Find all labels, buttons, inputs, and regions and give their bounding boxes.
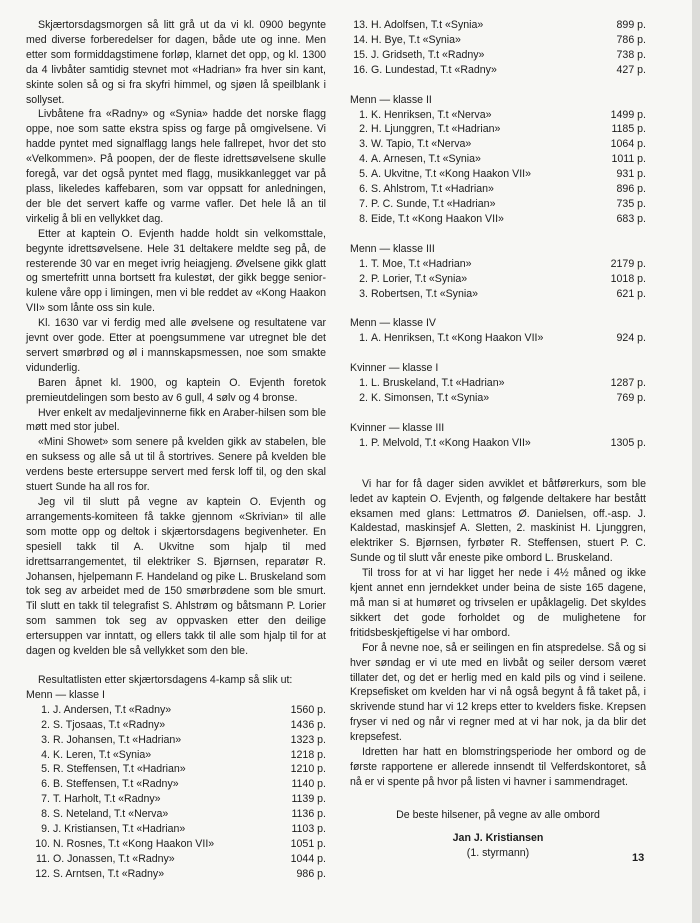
result-points: 896 p. <box>616 183 646 196</box>
result-entry <box>32 852 175 867</box>
result-row <box>26 852 326 867</box>
result-entry <box>32 792 161 807</box>
result-name: S. Arntsen, T.t «Radny» <box>53 867 165 880</box>
result-rank: 2. <box>359 392 368 405</box>
article-paragraph: Skjærtorsdagsmorgen så litt grå ut da vi kl. 0900 begynte med diverse forberedelser for dagen, både ute og inne. Men etter som formiddagstimene forløp, klarnet det opp, og kl. 1300 da 4 livbåter samtidig stevnet mot «Hadrian» fra hver sin kant, skinte solen så og si fra skyfri himmel, og sjøen lå speilblank i sollyset. <box>26 19 326 106</box>
result-entry <box>350 272 467 287</box>
result-rank: 1. <box>359 257 368 270</box>
result-name: S. Tjosaas, T.t «Radny» <box>53 718 166 731</box>
page-number: 13 <box>632 852 645 864</box>
result-row <box>26 837 326 852</box>
result-row <box>26 792 326 807</box>
result-rank: 1. <box>359 377 368 390</box>
results-list-women-1 <box>350 376 646 406</box>
result-name: R. Johansen, T.t «Hadrian» <box>53 733 182 746</box>
result-row <box>26 733 326 748</box>
result-points: 1305 p. <box>610 436 646 449</box>
result-name: A. Henriksen, T.t «Kong Haakon VII» <box>371 332 544 345</box>
result-row <box>26 867 326 882</box>
result-name: K. Henriksen, T.t «Nerva» <box>371 108 492 121</box>
result-entry <box>350 18 483 33</box>
result-row <box>350 212 646 227</box>
results-list-men-2 <box>350 108 646 227</box>
result-row <box>350 197 646 212</box>
result-points: 1210 p. <box>290 763 326 776</box>
article-paragraph: Vi har for få dager siden avviklet et båtførerkurs, som ble ledet av kaptein O. Evjenth, og følgende deltakere har bestått eksamen med glans: Lettmatros Ø. Danielsen, off.-asp. J. Kaldestad, maskinsjef A. Sletten, 2. maskinist H. Ljunggren, elektriker S. Bjørnsen, fyrbøter R. Steffensen, stuert P. C. Sunde og til slutt vår eneste pike ombord L. Bruskeland. <box>350 477 646 565</box>
result-entry <box>350 48 484 63</box>
result-name: P. Lorier, T.t «Synia» <box>371 272 468 285</box>
result-name: N. Rosnes, T.t «Kong Haakon VII» <box>53 837 215 850</box>
result-name: S. Neteland, T.t «Nerva» <box>53 808 169 821</box>
result-entry <box>32 733 181 748</box>
result-entry <box>350 108 492 123</box>
result-entry <box>350 33 461 48</box>
result-entry <box>350 287 478 302</box>
result-rank: 9. <box>41 823 50 836</box>
result-entry <box>32 718 165 733</box>
result-row <box>350 331 646 346</box>
article-paragraph: Hver enkelt av medaljevinnerne fikk en Araber-hilsen som ble møtt med stor jubel. <box>26 406 326 434</box>
result-rank: 11. <box>36 852 50 865</box>
results-header-men-2: Menn — klasse II <box>350 93 432 106</box>
result-name: H. Ljunggren, T.t «Hadrian» <box>371 123 501 136</box>
result-points: 1136 p. <box>291 808 326 821</box>
result-entry <box>350 137 471 152</box>
result-entry <box>32 822 185 837</box>
result-points: 1140 p. <box>291 778 326 791</box>
result-name: L. Bruskeland, T.t «Hadrian» <box>371 377 505 390</box>
result-row <box>26 748 326 763</box>
result-name: P. C. Sunde, T.t «Hadrian» <box>371 197 496 210</box>
result-row <box>26 762 326 777</box>
result-name: S. Ahlstrom, T.t «Hadrian» <box>371 183 494 196</box>
result-name: J. Andersen, T.t «Radny» <box>53 703 172 716</box>
result-points: 683 p. <box>616 212 646 225</box>
results-header-men-3: Menn — klasse III <box>350 242 435 255</box>
result-points: 427 p. <box>616 63 646 76</box>
result-rank: 1. <box>359 108 368 121</box>
result-points: 1185 p. <box>611 123 646 136</box>
result-rank: 5. <box>41 763 50 776</box>
result-rank: 7. <box>359 197 368 210</box>
result-name: Eide, T.t «Kong Haakon VII» <box>371 212 504 225</box>
result-row <box>350 33 646 48</box>
result-rank: 3. <box>359 138 368 151</box>
result-points: 1218 p. <box>290 748 326 761</box>
result-row <box>350 272 646 287</box>
result-rank: 2. <box>41 718 50 731</box>
result-rank: 16. <box>353 63 368 76</box>
result-row <box>26 777 326 792</box>
result-row <box>350 122 646 137</box>
result-rank: 7. <box>41 793 50 806</box>
result-points: 1018 p. <box>610 272 646 285</box>
result-rank: 2. <box>359 272 368 285</box>
result-entry <box>350 212 504 227</box>
signature-title: (1. styrmann) <box>466 846 530 859</box>
result-entry <box>350 182 494 197</box>
result-entry <box>350 257 472 272</box>
result-rank: 12. <box>35 867 50 880</box>
results-header-women-3: Kvinner — klasse III <box>350 421 445 434</box>
result-points: 1323 p. <box>290 733 326 746</box>
result-points: 735 p. <box>616 197 646 210</box>
result-entry <box>350 391 489 406</box>
right-column <box>350 18 646 861</box>
result-name: A. Arnesen, T.t «Synia» <box>371 153 481 166</box>
result-name: J. Gridseth, T.t «Radny» <box>371 48 485 61</box>
result-row <box>350 182 646 197</box>
results-header-women-1: Kvinner — klasse I <box>350 362 439 375</box>
result-points: 1436 p. <box>290 718 326 731</box>
result-row <box>350 287 646 302</box>
result-rank: 6. <box>359 183 368 196</box>
result-row <box>350 18 646 33</box>
result-name: H. Bye, T.t «Synia» <box>371 33 461 46</box>
result-rank: 4. <box>359 153 368 166</box>
result-points: 1051 p. <box>290 837 326 850</box>
left-column <box>26 18 326 882</box>
result-entry <box>350 197 495 212</box>
result-entry <box>350 63 497 78</box>
result-points: 1011 p. <box>611 153 646 166</box>
result-points: 931 p. <box>616 168 646 181</box>
result-entry <box>32 807 168 822</box>
result-row <box>26 822 326 837</box>
results-list-men-1-part1 <box>26 703 326 882</box>
article-paragraph: Baren åpnet kl. 1900, og kaptein O. Evjenth foretok premieutdelingen som besto av 6 gull, 4 sølv og 4 bronse. <box>26 376 326 404</box>
result-name: R. Steffensen, T.t «Hadrian» <box>53 763 186 776</box>
article-paragraph: Etter at kaptein O. Evjenth hadde holdt sin velkomsttale, begynte idrettsøvelsene. Hele 31 deltakere meldte seg på, de resterende 30 var en meget ivrig heiagjeng. Øvelsene gikk glatt og smertefritt unna bortsett fra kulestøt, der gikk begge senior-kulene våre opp i limingen, men vi ble reddet av «Kong Haakon VII» som lånte oss sin kule. <box>26 227 326 315</box>
result-rank: 14. <box>353 33 368 46</box>
result-name: O. Jonassen, T.t «Radny» <box>53 852 175 865</box>
result-row <box>350 108 646 123</box>
result-name: T. Moe, T.t «Hadrian» <box>371 257 472 270</box>
result-row <box>350 436 646 451</box>
result-name: P. Melvold, T.t «Kong Haakon VII» <box>371 436 531 449</box>
article-paragraph: Kl. 1630 var vi ferdig med alle øvelsene og resultatene var jevnt over gode. Etter at poengsummene var utregnet ble det servert smørbrød og øl i mannskapsmessen, noe som smakte vidunderlig. <box>26 317 326 374</box>
result-row <box>350 391 646 406</box>
result-rank: 1. <box>359 332 368 345</box>
result-points: 986 p. <box>296 867 326 880</box>
result-points: 769 p. <box>616 392 646 405</box>
result-entry <box>32 762 186 777</box>
results-list-men-1-part2 <box>350 18 646 78</box>
result-points: 1499 p. <box>610 108 646 121</box>
result-entry <box>350 167 531 182</box>
article-paragraph: «Mini Showet» som senere på kvelden gikk av stabelen, ble en suksess og alle så ut til å stortrives. Senere på kvelden ble verdens beste ertersuppe servert med fersk loff til, og den skal stuert Sunde ha all ros for. <box>26 436 326 494</box>
result-rank: 4. <box>41 748 50 761</box>
result-row <box>26 718 326 733</box>
closing-greeting: De beste hilsener, på vegne av alle ombord <box>396 808 600 821</box>
article-paragraph: Jeg vil til slutt på vegne av kaptein O. Evjenth og arrangements-komiteen få takke gjennom «Skrivian» til alle som motte opp og deltok i skjærtorsdagens begivenheter. En spesiell takk til A. Ukvitne som hjalp til med idrettsarrangementet, til elektriker S. Bjørnsen, reparatør R. Johansen, hjelpemann F. Handeland og pike L. Bruskeland som tok seg av arbeidet med de 150 smørbrødene som ble smurt. Til slutt en takk til telegrafist S. Ahlstrøm og båtsmann P. Lorier som sammen tok seg av oppvasken etter den deilige ertersuppen var inntatt, og ellers takk til alle som hjalp til for at dagen og kvelden ble så vellykket som den ble. <box>26 496 326 658</box>
result-row <box>350 167 646 182</box>
result-points: 1064 p. <box>610 138 646 151</box>
result-rank: 5. <box>359 168 368 181</box>
result-name: K. Simonsen, T.t «Synia» <box>371 392 490 405</box>
result-points: 1560 p. <box>290 703 326 716</box>
result-row <box>350 376 646 391</box>
result-name: W. Tapio, T.t «Nerva» <box>371 138 472 151</box>
result-rank: 1. <box>41 703 50 716</box>
signature-name: Jan J. Kristiansen <box>452 831 544 844</box>
results-list-men-3 <box>350 257 646 302</box>
result-entry <box>350 436 531 451</box>
page-edge <box>692 0 700 923</box>
result-entry <box>350 152 481 167</box>
result-name: B. Steffensen, T.t «Radny» <box>53 778 179 791</box>
result-points: 2179 p. <box>610 257 646 270</box>
result-rank: 8. <box>359 212 368 225</box>
result-name: H. Adolfsen, T.t «Synia» <box>371 19 484 31</box>
result-entry <box>350 122 500 137</box>
result-rank: 15. <box>353 48 368 61</box>
results-list-women-3 <box>350 436 646 451</box>
result-rank: 6. <box>41 778 50 791</box>
result-row <box>350 257 646 272</box>
result-points: 899 p. <box>616 19 646 31</box>
results-list-men-4 <box>350 331 646 346</box>
result-row <box>350 63 646 78</box>
result-points: 786 p. <box>616 33 646 46</box>
result-points: 738 p. <box>616 48 646 61</box>
results-intro: Resultatlisten etter skjærtorsdagens 4-kamp så slik ut: <box>38 673 293 686</box>
result-rank: 1. <box>359 436 368 449</box>
result-name: T. Harholt, T.t «Radny» <box>53 793 161 806</box>
result-entry <box>32 777 179 792</box>
result-rank: 8. <box>41 808 50 821</box>
result-points: 924 p. <box>616 332 646 345</box>
result-points: 1287 p. <box>610 377 646 390</box>
result-rank: 13. <box>353 19 368 31</box>
result-entry <box>32 867 164 882</box>
result-row <box>350 137 646 152</box>
result-entry <box>350 331 543 346</box>
article-paragraph: Idretten har hatt en blomstringsperiode her ombord og de første rapportene er allerede innsendt til Velferdskontoret, så nå er vi spente på hvor på listen vi havner i sammendraget. <box>350 746 646 788</box>
result-rank: 3. <box>359 287 368 300</box>
result-points: 621 p. <box>616 287 646 300</box>
result-points: 1103 p. <box>291 823 326 836</box>
results-header-men-4: Menn — klasse IV <box>350 317 436 330</box>
result-rank: 3. <box>41 733 50 746</box>
article-paragraph: For å nevne noe, så er seilingen en fin atspredelse. Så og si hver søndag er vi ute med en livbåt og seiler dersom været tillater det, og det er herlig med en kald pils og vind i seilene. Krepsefisket om kvelden har vi nå også begynt å få taket på, i skrivende stund har vi 12 kreps etter to kvelders fiske. Krepsen fryser vi ned og når vi regner med at vi har nok, ja da blir det krepsefest. <box>350 641 646 744</box>
result-row <box>350 152 646 167</box>
results-header-men-1: Menn — klasse I <box>26 688 105 701</box>
result-entry <box>32 703 171 718</box>
result-points: 1044 p. <box>290 852 326 865</box>
result-points: 1139 p. <box>291 793 326 806</box>
result-entry <box>350 376 504 391</box>
result-row <box>350 48 646 63</box>
result-row <box>26 807 326 822</box>
result-name: A. Ukvitne, T.t «Kong Haakon VII» <box>371 168 531 181</box>
result-rank: 2. <box>359 123 368 136</box>
article-paragraph: Til tross for at vi har ligget her nede i 4½ måned og ikke kjent annet enn jerndekket under beina de siste 165 dagene, må man si at humøret og trivselen er upåklagelig. Det skyldes sikkert det gode forholdet og de mulighetene for fritidsbeskjeftigelse vi har ombord. <box>350 567 646 639</box>
result-entry <box>32 748 151 763</box>
result-name: K. Leren, T.t «Synia» <box>53 748 152 761</box>
article-paragraph: Livbåtene fra «Radny» og «Synia» hadde det norske flagg oppe, noe som satte ekstra spiss og farge på omgivelsene. Vi hadde pyntet med signalflagg langs hele fallrepet, hvor det sto «Velkommen». På poopen, der de fleste idrettsøvelsene skulle foregå, var det også pyntet med flagg, musikkanlegget var på plass, likeledes kaffebaren, som var oppsatt for anledningen, der ble det servert kaffe og varme vafler. Det hele lå an til virkelig å bli en vellykket dag. <box>26 108 326 225</box>
result-name: G. Lundestad, T.t «Radny» <box>371 63 497 76</box>
result-name: J. Kristiansen, T.t «Hadrian» <box>53 823 186 836</box>
result-name: Robertsen, T.t «Synia» <box>371 287 478 300</box>
result-row <box>26 703 326 718</box>
result-entry <box>32 837 214 852</box>
result-rank: 10. <box>35 837 50 850</box>
